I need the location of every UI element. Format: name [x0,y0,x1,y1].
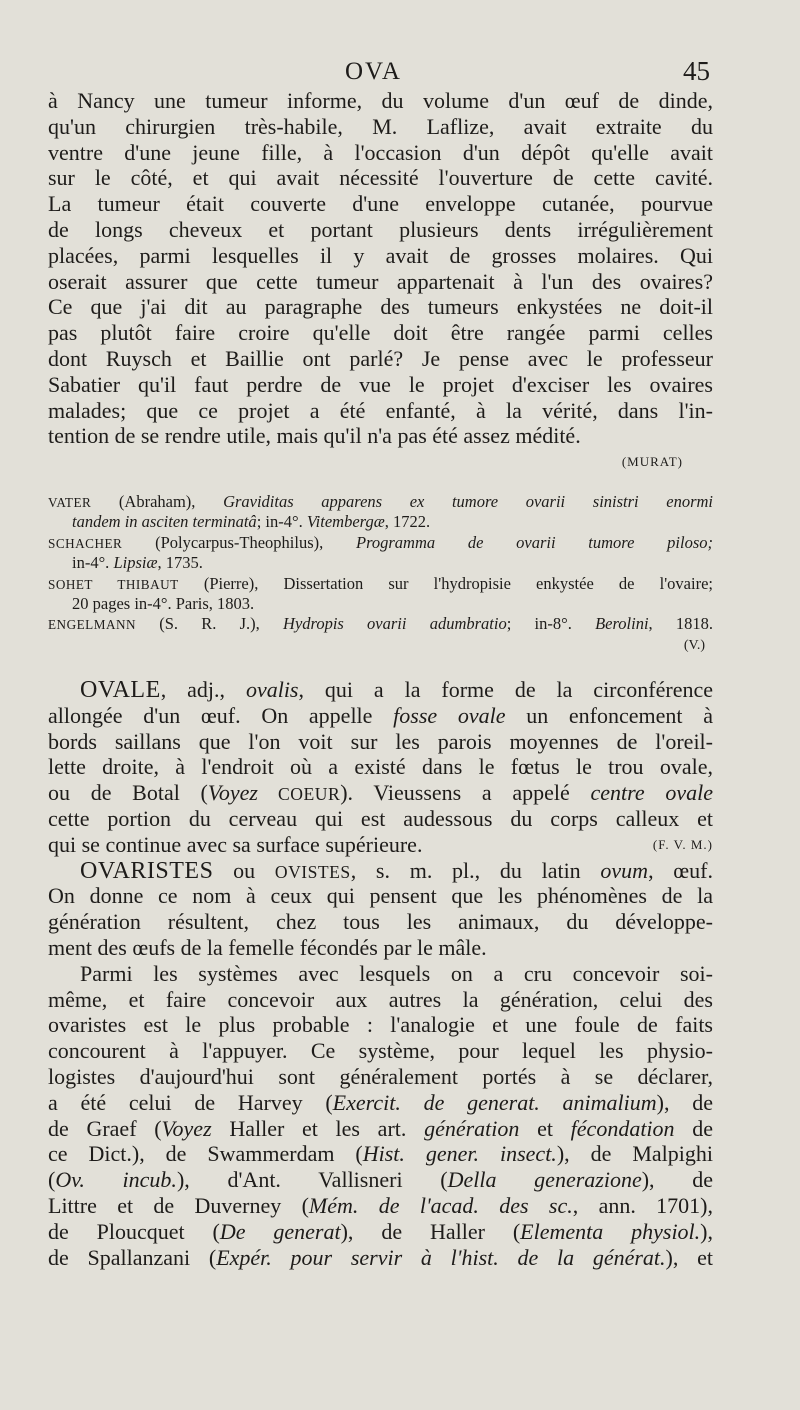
text-line: Ce que j'ai dit au paragraphe des tumeurs enkystées ne doit-il [48,294,713,320]
text-line: de Graef (Voyez Haller et les art. génération et fécondation de [48,1115,713,1141]
text-line: placées, parmi lesquelles il y avait de grosses molaires. Qui [48,242,713,268]
text-line: ce Dict.), de Swammerdam (Hist. gener. insect.), de Malpighi [48,1141,713,1167]
text-line: tention de se rendre utile, mais qu'il n'a pas été assez médité. [48,423,581,449]
author-signature: (F. V. M.) [652,836,713,852]
headword: OVALE [80,677,161,703]
bibliography-entry-continued: tandem in asciten terminatâ; in-4°. Vitembergæ, 1722. [72,512,431,532]
text-line: ment des œufs de la femelle fécondés par le mâle. [48,934,487,960]
text-line: ou de Botal (Voyez COEUR). Vieussens a appelé centre ovale [48,780,713,806]
page-header [0,50,800,90]
text-line: a été celui de Harvey (Exercit. de generat. animalium), de [48,1089,713,1115]
text-line: qu'un chirurgien très-habile, M. Laflize, avait extraite du [48,113,713,139]
ovaristes-article [48,858,713,1271]
text-line: La tumeur était couverte d'une enveloppe cutanée, pourvue [48,191,713,217]
text-line: concourent à l'appuyer. Ce système, pour lequel les physio- [48,1038,713,1064]
text-line: OVALE, adj., ovalis, qui a la forme de la circonférence [80,677,713,703]
text-line: à Nancy une tumeur informe, du volume d'un œuf de dinde, [48,88,713,113]
text-line: bords saillans que l'on voit sur les parois moyennes de l'oreil- [48,728,713,754]
text-line: OVARISTES ou OVISTES, s. m. pl., du latin ovum, œuf. [80,857,713,884]
ovale-article [48,677,713,858]
bibliography-signature: (V.) [683,637,705,653]
text-line: ovaristes est le plus probable : l'analogie et une foule de faits [48,1012,713,1038]
text-line: oserait assurer que cette tumeur appartenait à l'un des ovaires? [48,268,713,294]
headword: OVARISTES [80,857,214,884]
text-line: sur le côté, et qui avait nécessité l'ouverture de cette cavité. [48,165,713,191]
text-line: ventre d'une jeune fille, à l'occasion d'un dépôt qu'elle avait [48,139,713,165]
text-line: de Spallanzani (Expér. pour servir à l'hist. de la générat.), et [48,1244,713,1270]
text-line: logistes d'aujourd'hui sont généralement portés à se déclarer, [48,1063,713,1089]
text-line: (Ov. incub.), d'Ant. Vallisneri (Della generazione), de [48,1167,713,1193]
text-line: qui se continue avec sa surface supérieure. (F. V. M.) [48,831,713,857]
text-line: Littre et de Duverney (Mém. de l'acad. des sc., ann. 1701), [48,1192,714,1218]
text-line: de Ploucquet (De generat), de Haller (Elementa physiol.), [48,1218,713,1244]
text-line: On donne ce nom à ceux qui pensent que les phénomènes de la [48,883,713,909]
running-head: OVA [345,58,402,85]
text-line: allongée d'un œuf. On appelle fosse ovale un enfoncement à [48,702,713,728]
bibliography-entry-continued: in-4°. Lipsiæ, 1735. [72,553,203,573]
text-line: Parmi les systèmes avec lesquels on a cru concevoir soi- [80,960,713,986]
text-line: malades; que ce projet a été enfanté, à la vérité, dans l'in- [48,397,713,423]
bibliography-entry: SOHET THIBAUT (Pierre), Dissertation sur l'hydropisie enkystée de l'ovaire; [48,573,713,593]
bibliography-entry: ENGELMANN (S. R. J.), Hydropis ovarii adumbratio; in-8°. Berolini, 1818. [48,614,714,634]
text-line: cette portion du cerveau qui est audessous du corps calleux et [48,805,713,831]
bibliography [48,492,713,657]
bibliography-entry: VATER (Abraham), Graviditas apparens ex tumore ovarii sinistri enormi [48,492,713,511]
murat-article [48,88,713,475]
bibliography-entry: SCHACHER (Polycarpus-Theophilus), Programma de ovarii tumore piloso; [48,532,713,552]
author-signature: (MURAT) [621,454,683,470]
text-line: dont Ruysch et Baillie ont parlé? Je pense avec le professeur [48,345,713,371]
text-line: pas plutôt faire croire qu'elle doit être rangée parmi celles [48,320,713,346]
text-line: Sabatier qu'il faut perdre de vue le projet d'exciser les ovaires [48,371,713,397]
page-number: 45 [683,56,710,86]
text-line: même, et faire concevoir aux autres la génération, celui des [48,986,713,1012]
text-line: lette droite, à l'endroit où a existé dans le fœtus le trou ovale, [48,754,713,780]
text-line: génération résultent, chez tous les animaux, du développe- [48,909,713,935]
text-line: de longs cheveux et portant plusieurs dents irrégulièrement [48,216,713,242]
bibliography-entry-continued: 20 pages in-4°. Paris, 1803. [72,593,255,613]
